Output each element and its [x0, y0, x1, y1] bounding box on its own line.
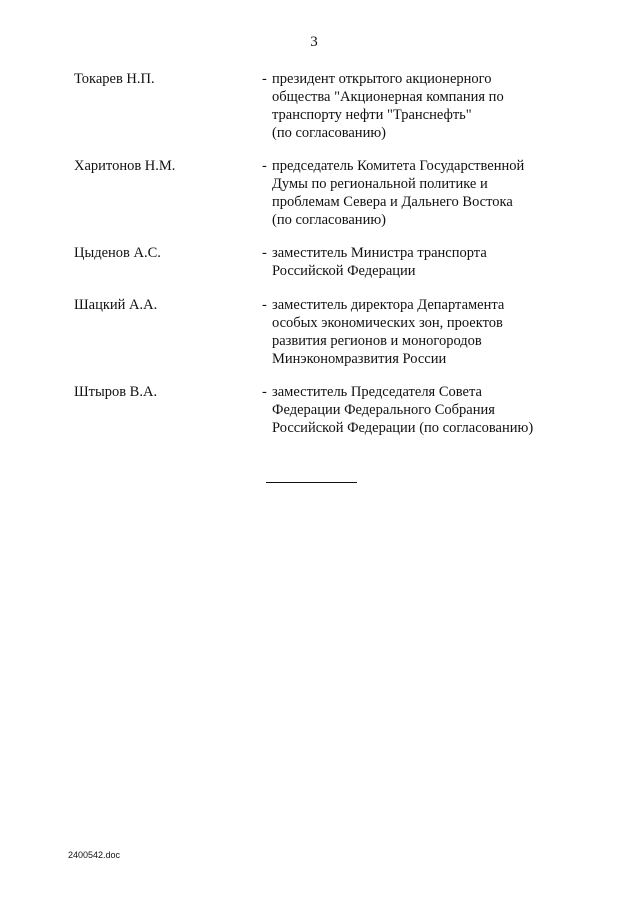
- member-name: Цыденов А.С.: [74, 245, 161, 261]
- member-role-line: председатель Комитета Государственной: [272, 158, 525, 174]
- document-file-name: 2400542.doc: [68, 850, 121, 860]
- member-role-line: Минэкономразвития России: [272, 351, 447, 367]
- member-role-line: особых экономических зон, проектов: [272, 315, 503, 331]
- member-role: [272, 157, 602, 229]
- member-name: Токарев Н.П.: [74, 71, 155, 87]
- member-role-line: (по согласованию): [272, 125, 386, 141]
- member-role: [272, 296, 602, 368]
- page-number: 3: [310, 34, 318, 50]
- member-name: Шацкий А.А.: [74, 297, 158, 313]
- member-role: [272, 244, 602, 280]
- member-dash: -: [262, 71, 267, 87]
- member-role-line: проблемам Севера и Дальнего Востока: [272, 194, 513, 210]
- member-role-line: развития регионов и моногородов: [272, 333, 482, 349]
- member-role: [272, 70, 602, 142]
- member-dash: -: [262, 245, 267, 261]
- member-role-line: заместитель директора Департамента: [272, 297, 505, 313]
- member-role-line: транспорту нефти "Транснефть": [272, 107, 472, 123]
- member-role-line: заместитель Министра транспорта: [272, 245, 487, 261]
- member-role: [272, 383, 602, 437]
- member-name: Штыров В.А.: [74, 384, 158, 400]
- member-dash: -: [262, 297, 267, 313]
- member-role-line: президент открытого акционерного: [272, 71, 492, 87]
- member-dash: -: [262, 384, 267, 400]
- member-role-line: Российской Федерации: [272, 263, 416, 279]
- member-name: Харитонов Н.М.: [74, 158, 176, 174]
- member-role-line: общества "Акционерная компания по: [272, 89, 504, 105]
- member-role-line: Российской Федерации (по согласованию): [272, 420, 534, 436]
- member-role-line: Думы по региональной политике и: [272, 176, 488, 192]
- member-role-line: Федерации Федерального Собрания: [272, 402, 495, 418]
- end-of-list-rule: [266, 482, 357, 483]
- member-dash: -: [262, 158, 267, 174]
- member-role-line: (по согласованию): [272, 212, 386, 228]
- member-role-line: заместитель Председателя Совета: [272, 384, 482, 400]
